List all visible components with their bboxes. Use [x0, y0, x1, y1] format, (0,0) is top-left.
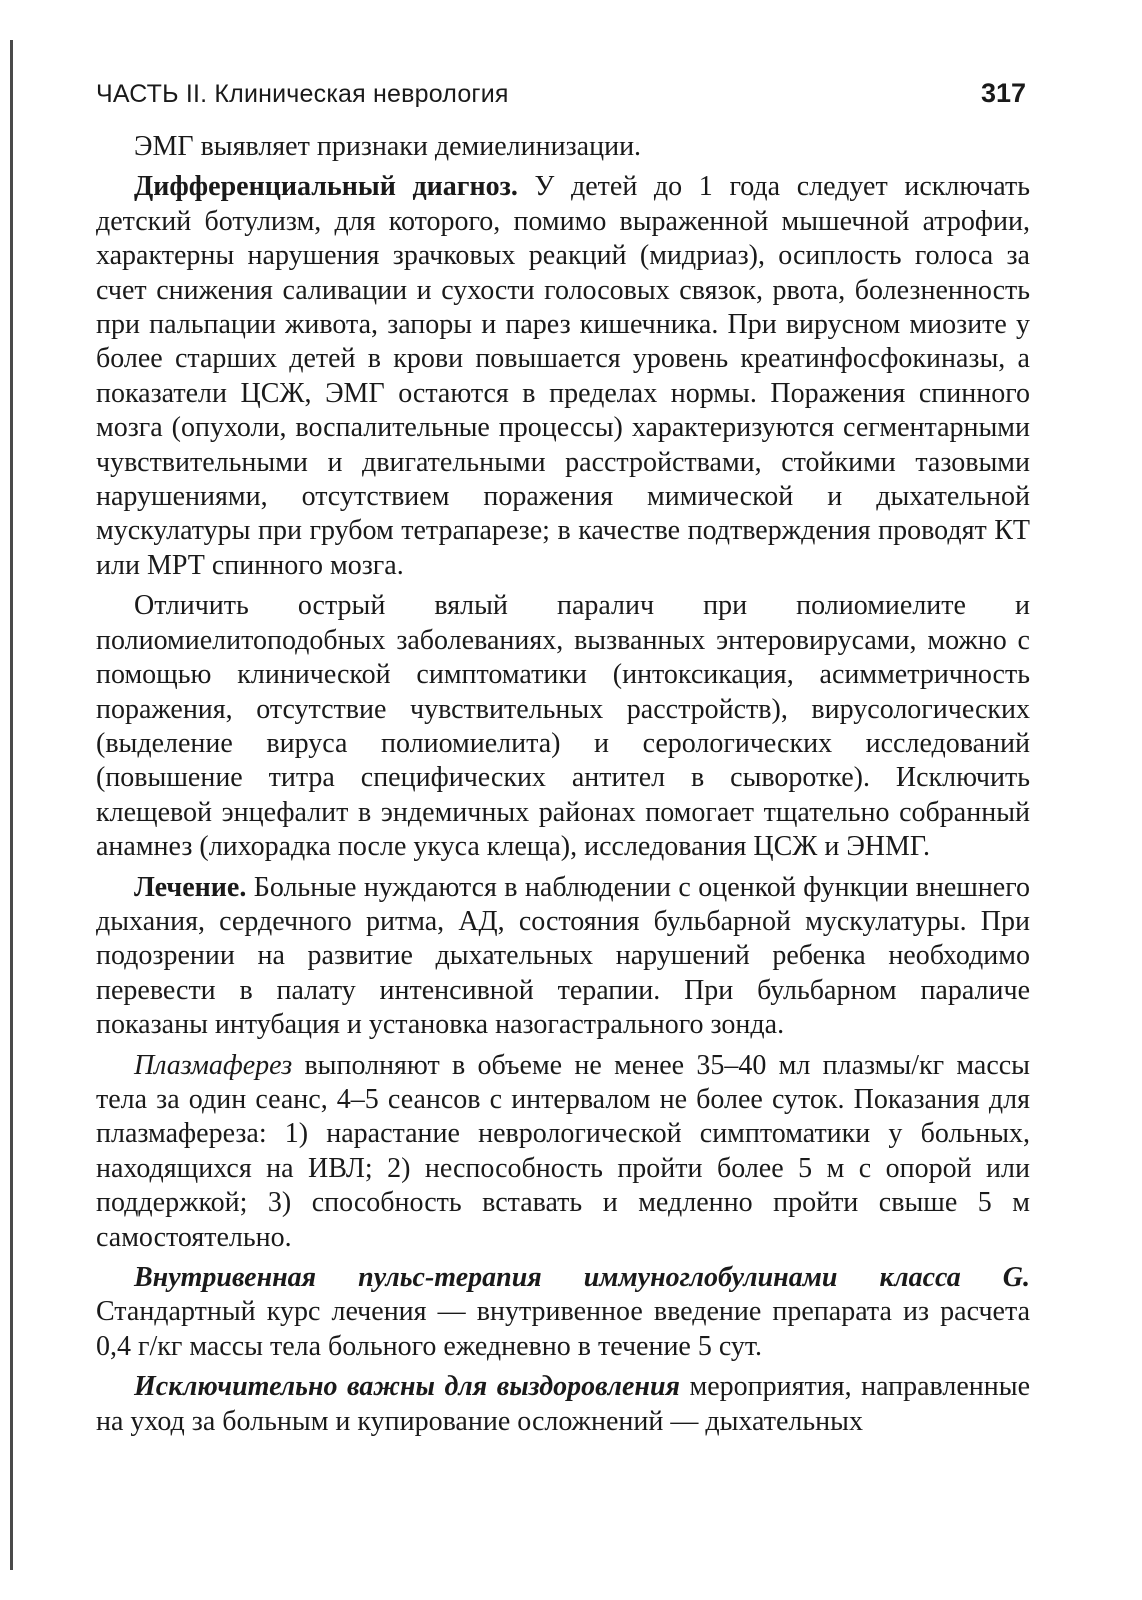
paragraph-lead-heading: Плазмаферез — [134, 1049, 293, 1081]
paragraph-text: Отличить острый вялый паралич при полиомиелите и полиомиелитоподобных заболеваниях, вызванных энтеровирусами, можно с помощью клинической симптоматики (интоксикация, асимметричность поражения, отсутствие чувствительных расстройств), вирусологических (выделение вируса полиомиелита) и серологических исследований (повышение титра специфических антител в сыворотке). Исключить клещевой энцефалит в эндемичных районах помогает тщательно собранный анамнез (лихорадка после укуса клеща), исследования ЦСЖ и ЭНМГ. — [96, 590, 1030, 863]
body-text — [96, 130, 1030, 1439]
paragraph-lead-heading: Лечение. — [134, 871, 247, 903]
paragraph-text: ЭМГ выявляет признаки демиелинизации. — [134, 131, 642, 162]
paragraph-lead-heading: Исключительно важны для выздоровления — [134, 1371, 680, 1403]
paragraph-plasmapheresis — [96, 1049, 1030, 1255]
paragraph-polio-differentiation — [96, 589, 1030, 864]
paragraph-emg — [96, 130, 1030, 164]
running-header — [96, 76, 1030, 116]
paragraph-treatment — [96, 871, 1030, 1043]
paragraph-lead-heading: Внутривенная пульс-терапия иммуноглобулинами класса G. — [134, 1262, 1030, 1293]
paragraph-differential-diagnosis — [96, 170, 1030, 583]
paragraph-text: выполняют в объеме не менее 35–40 мл плазмы/кг массы тела за один сеанс, 4–5 сеансов с интервалом не более суток. Показания для плазмафереза: 1) нарастание неврологической симптоматики у больных, находящихся на ИВЛ; 2) неспособность пройти более 5 м с опорой или поддержкой; 3) способность вставать и медленно пройти свыше 5 м самостоятельно. — [96, 1049, 1030, 1253]
paragraph-immunoglobulin — [96, 1261, 1030, 1364]
paragraph-recovery-care — [96, 1370, 1030, 1439]
paragraph-text: Больные нуждаются в наблюдении с оценкой функции внешнего дыхания, сердечного ритма, АД, состояния бульбарной мускулатуры. При подозрении на развитие дыхательных нарушений ребенка необходимо перевести в палату интенсивной терапии. При бульбарном параличе показаны интубация и установка назогастрального зонда. — [96, 871, 1030, 1041]
paragraph-lead-heading: Дифференциальный диагноз. — [134, 171, 518, 203]
paragraph-text: У детей до 1 года следует исключать детский ботулизм, для которого, помимо выраженной мышечной атрофии, характерны нарушения зрачковых реакций (мидриаз), осиплость голоса за счет снижения саливации и сухости голосовых связок, рвота, болезненность при пальпации живота, запоры и парез кишечника. При вирусном миозите у более старших детей в крови повышается уровень креатинфосфокиназы, а показатели ЦСЖ, ЭМГ остаются в пределах нормы. Поражения спинного мозга (опухоли, воспалительные процессы) характеризуются сегментарными чувствительными и двигательными расстройствами, стойкими тазовыми нарушениями, отсутствием поражения мимической и дыхательной мускулатуры при грубом тетрапарезе; в качестве подтверждения проводят КТ или МРТ спинного мозга. — [96, 171, 1030, 581]
paragraph-text: мероприятия, направленные на уход за больным и купирование осложнений — дыхательных — [96, 1371, 1031, 1437]
running-header-title: ЧАСТЬ II. Клиническая неврология — [96, 80, 509, 108]
page-binding-edge — [10, 40, 13, 1570]
page-number: 317 — [980, 78, 1026, 108]
paragraph-text: Стандартный курс лечения — внутривенное введение препарата из расчета 0,4 г/кг массы тела больного ежедневно в течение 5 сут. — [96, 1296, 1030, 1362]
